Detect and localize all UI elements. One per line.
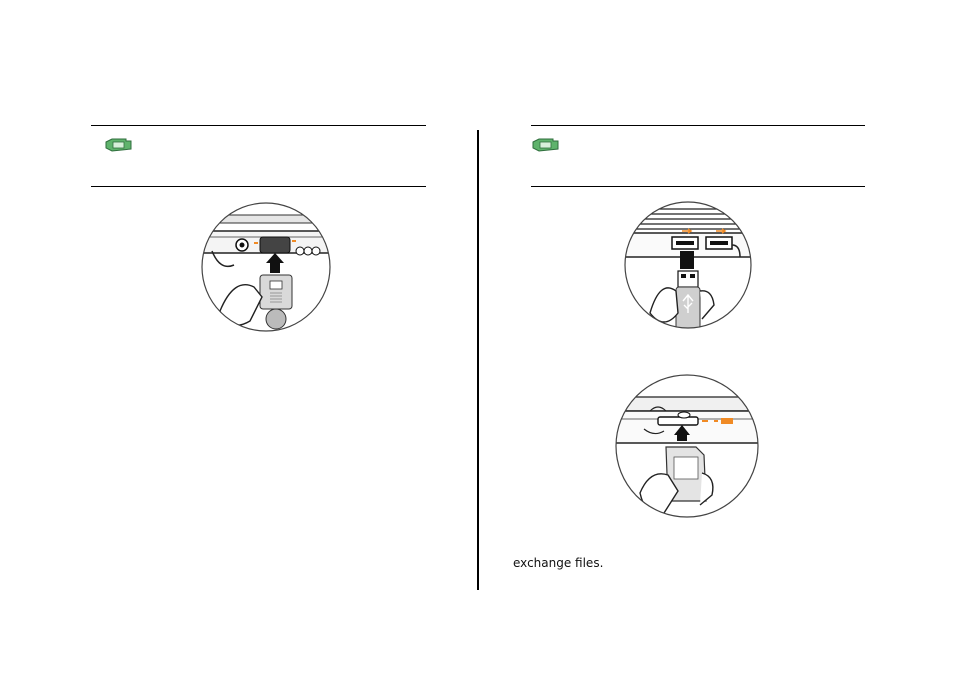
column-divider bbox=[477, 130, 479, 590]
right-note-top-rule bbox=[531, 125, 865, 126]
note-hand-icon bbox=[531, 137, 561, 153]
usb-connection-illustration bbox=[622, 201, 754, 329]
right-note-bottom-rule bbox=[531, 186, 865, 187]
left-note-top-rule bbox=[91, 125, 426, 126]
vga-connection-illustration bbox=[200, 201, 332, 333]
card-reader-illustration bbox=[614, 373, 760, 519]
left-note-bottom-rule bbox=[91, 186, 426, 187]
note-hand-icon bbox=[104, 137, 134, 153]
exchange-files-caption: exchange files. bbox=[513, 556, 604, 570]
